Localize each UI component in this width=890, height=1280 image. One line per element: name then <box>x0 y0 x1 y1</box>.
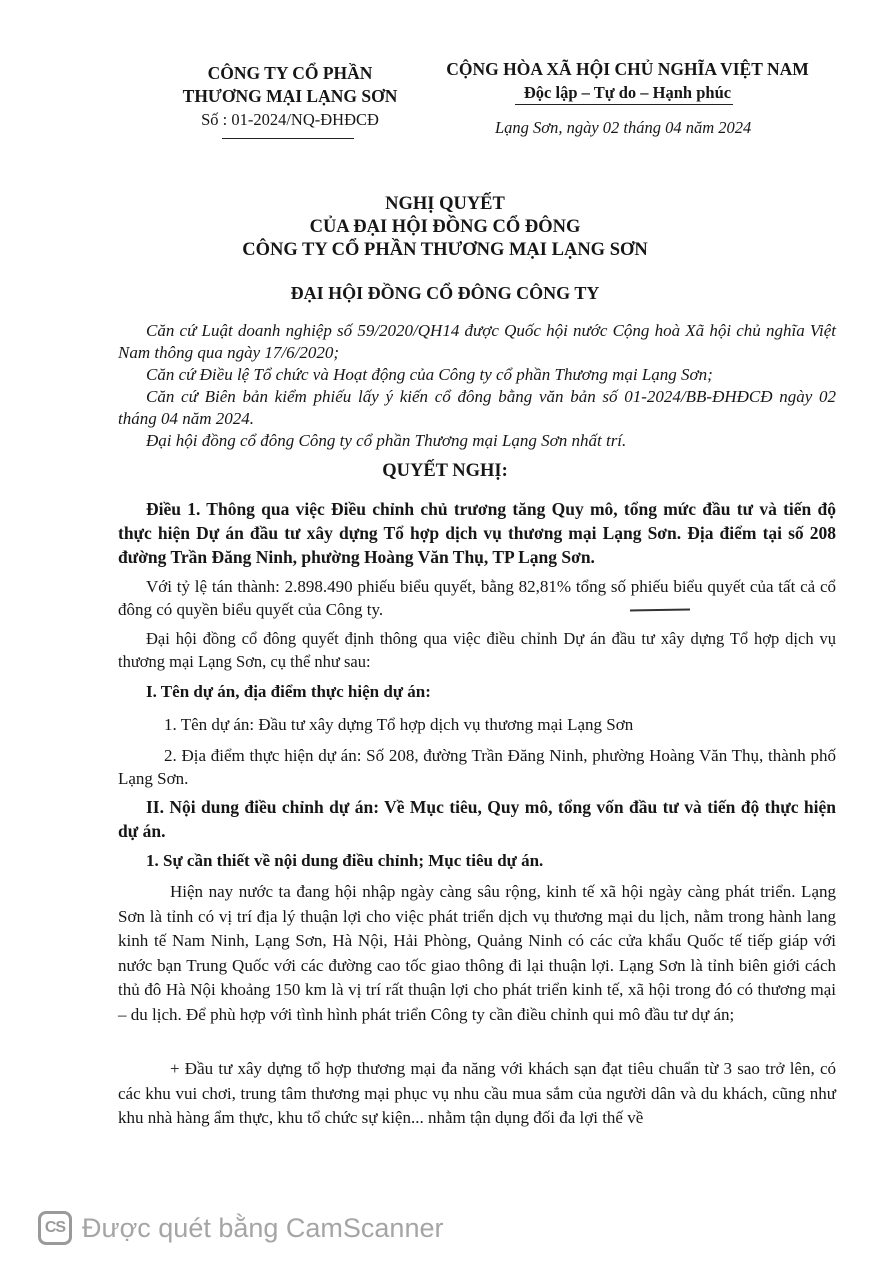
legal-basis-1: Căn cứ Luật doanh nghiệp số 59/2020/QH14 được Quốc hội nước Cộng hoà Xã hội chủ nghĩa Việt Nam thông qua ngày 17/6/2020; <box>118 321 836 362</box>
section-2-heading: II. Nội dung điều chỉnh dự án: Về Mục tiêu, Quy mô, tổng vốn đầu tư và tiến độ thực hiện dự án. <box>118 797 836 841</box>
consensus-statement: Đại hội đồng cổ đông Công ty cổ phần Thương mại Lạng Sơn nhất trí. <box>146 431 627 450</box>
section-1-heading: I. Tên dự án, địa điểm thực hiện dự án: <box>146 682 431 701</box>
project-name-item: 1. Tên dự án: Đầu tư xây dựng Tổ hợp dịch vụ thương mại Lạng Sơn <box>164 715 634 734</box>
assembly-heading: ĐẠI HỘI ĐỒNG CỔ ĐÔNG CÔNG TY <box>290 283 600 303</box>
company-name-line1: CÔNG TY CỔ PHẦN <box>207 63 373 83</box>
necessity-paragraph: Hiện nay nước ta đang hội nhập ngày càng sâu rộng, kinh tế xã hội ngày càng phát triển. Lạng Sơn là tỉnh có vị trí địa lý thuận lợi cho việc phát triển dịch vụ thương mại du lịch, nằm trong hành lang kinh tế Nam Ninh, Lạng Sơn, Hà Nội, Hải Phòng, Quảng Ninh có các cửa khẩu Quốc tế tiếp giáp với nước bạn Trung Quốc với các đường cao tốc giao thông đi lại thuận lợi. Lạng Sơn là tỉnh biên giới cách thủ đô Hà Nội khoảng 150 km là vị trí rất thuận lợi cho phát triển kinh tế, xã hội trong đó có thương mại – du lịch. Để phù hợp với tình hình phát triển Công ty cần điều chỉnh qui mô đầu tư dự án; <box>118 882 836 1024</box>
motto-underline <box>515 104 733 105</box>
camscanner-text: Được quét bằng CamScanner <box>82 1212 444 1243</box>
company-header <box>150 62 430 131</box>
legal-basis-2: Căn cứ Điều lệ Tổ chức và Hoạt động của Công ty cổ phần Thương mại Lạng Sơn; <box>146 365 713 384</box>
doc-subtitle-company: CÔNG TY CỔ PHẦN THƯƠNG MẠI LẠNG SƠN <box>242 240 648 260</box>
camscanner-watermark <box>38 1208 443 1248</box>
nation-title: CỘNG HÒA XÃ HỘI CHỦ NGHĨA VIỆT NAM <box>446 59 809 79</box>
nation-header <box>430 58 825 104</box>
company-underline <box>222 138 354 139</box>
legal-basis-3: Căn cứ Biên bản kiểm phiếu lấy ý kiến cổ đông bằng văn bản số 01-2024/BB-ĐHĐCĐ ngày 02 tháng 04 năm 2024. <box>118 387 836 428</box>
investment-paragraph: + Đầu tư xây dựng tổ hợp thương mại đa năng với khách sạn đạt tiêu chuẩn từ 3 sao trở lên, có các khu vui chơi, trung tâm thương mại phục vụ nhu cầu mua sắm của người dân và du khách, cũng như khu nhà hàng ẩm thực, khu tổ chức sự kiện... nhằm tận dụng đối đa lợi thế về <box>118 1059 836 1127</box>
subsection-1-heading: 1. Sự cần thiết về nội dung điều chỉnh; Mục tiêu dự án. <box>146 851 544 870</box>
document-number: Số : 01-2024/NQ-ĐHĐCĐ <box>201 110 379 129</box>
camscanner-logo-icon: CS <box>38 1211 72 1245</box>
date-line: Lạng Sơn, ngày 02 tháng 04 năm 2024 <box>495 118 752 137</box>
project-location-item: 2. Địa điểm thực hiện dự án: Số 208, đường Trần Đăng Ninh, phường Hoàng Văn Thụ, thành phố Lạng Sơn. <box>118 746 836 788</box>
doc-title: NGHỊ QUYẾT <box>385 194 505 214</box>
article-1-heading: Điều 1. Thông qua việc Điều chỉnh chủ trương tăng Quy mô, tổng mức đầu tư và tiến độ thực hiện Dự án đầu tư xây dựng Tổ hợp dịch vụ thương mại Lạng Sơn. Địa điểm tại số 208 đường Trần Đăng Ninh, phường Hoàng Văn Thụ, TP Lạng Sơn. <box>118 499 836 567</box>
resolution-heading: QUYẾT NGHỊ: <box>382 461 508 481</box>
decision-statement: Đại hội đồng cổ đông quyết định thông qua việc điều chỉnh Dự án đầu tư xây dựng Tổ hợp dịch vụ thương mại Lạng Sơn, cụ thể như sau: <box>118 629 836 671</box>
vote-result: Với tỷ lệ tán thành: 2.898.490 phiếu biểu quyết, bằng 82,81% tổng số phiếu biểu quyết của tất cả cổ đông có quyền biểu quyết của Công ty. <box>118 577 836 619</box>
doc-subtitle: CỦA ĐẠI HỘI ĐỒNG CỔ ĐÔNG <box>309 217 581 237</box>
company-name-line2: THƯƠNG MẠI LẠNG SƠN <box>182 86 398 106</box>
national-motto: Độc lập – Tự do – Hạnh phúc <box>523 83 732 102</box>
